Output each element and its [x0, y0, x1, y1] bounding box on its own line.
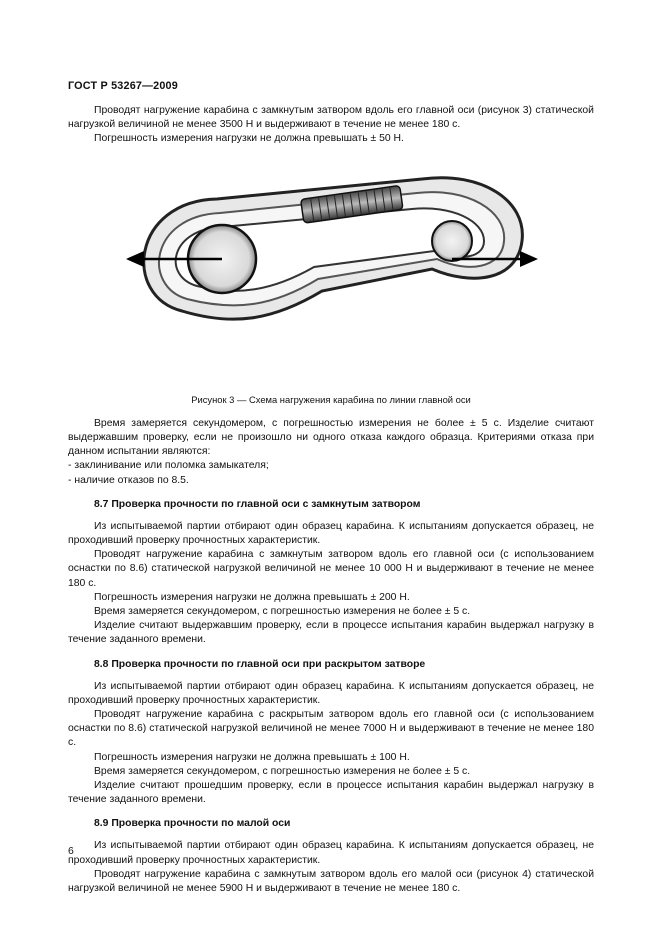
paragraph: Из испытываемой партии отбирают один образец карабина. К испытаниям допускается образец, не проходивший проверку прочностных характеристик. — [68, 680, 594, 706]
paragraph: Время замеряется секундомером, с погрешностью измерения не более ± 5 с. — [94, 606, 471, 618]
figure-caption: Рисунок 3 — Схема нагружения карабина по линии главной оси — [191, 393, 471, 405]
paragraph: Погрешность измерения нагрузки не должна превышать ± 200 Н. — [94, 591, 410, 603]
list-item: - заклинивание или поломка замыкателя; — [68, 460, 269, 472]
paragraph: Проводят нагружение карабина с замкнутым затвором вдоль его главной оси (с использованием оснастки по 8.6) статической нагрузкой величиной не менее 10 000 Н и выдерживают в течение не менее 180 с. — [68, 549, 594, 589]
paragraph: Время замеряется секундомером, с погрешностью измерения не более ± 5 с. Изделие считают выдержавшим проверку, если не произошло ни одного отказа каждого образца. Критериями отказа при данном испытании являются: — [68, 417, 594, 458]
right-load-cylinder — [432, 221, 472, 261]
paragraph: Проводят нагружение карабина с замкнутым затвором вдоль его главной оси (рисунок 3) статической нагрузкой величиной не менее 3500 Н и выдерживают в течение не менее 180 с. — [68, 105, 594, 131]
paragraph: Проводят нагружение карабина с замкнутым затвором вдоль его малой оси (рисунок 4) статической нагрузкой величиной не менее 5900 Н и выдерживают в течение не менее 180 с. — [68, 868, 594, 895]
section-heading-8-8: 8.8 Проверка прочности по главной оси при раскрытом затворе — [94, 658, 426, 670]
paragraph: Время замеряется секундомером, с погрешностью измерения не более ± 5 с. — [94, 765, 471, 777]
figure-3 — [68, 161, 594, 383]
page-content — [68, 104, 594, 896]
section-heading-8-7: 8.7 Проверка прочности по главной оси с замкнутым затвором — [94, 498, 421, 510]
list-item: - наличие отказов по 8.5. — [68, 474, 189, 486]
paragraph: Погрешность измерения нагрузки не должна превышать ± 100 Н. — [94, 751, 410, 763]
section-heading-8-9: 8.9 Проверка прочности по малой оси — [94, 818, 291, 830]
carabiner-diagram — [122, 161, 542, 371]
paragraph: Изделие считают прошедшим проверку, если в процессе испытания карабин выдержал нагрузку в течение заданного времени. — [68, 780, 594, 806]
paragraph: Проводят нагружение карабина с раскрытым затвором вдоль его главной оси (с использованием оснастки по 8.6) статической нагрузкой величиной не менее 7000 Н и выдерживают в течение не менее 180 с. — [68, 709, 594, 749]
document-header: ГОСТ Р 53267—2009 — [68, 80, 178, 92]
paragraph: Погрешность измерения нагрузки не должна превышать ± 50 Н. — [94, 133, 404, 145]
paragraph: Из испытываемой партии отбирают один образец карабина. К испытаниям допускается образец, не проходивший проверку прочностных характеристик. — [68, 520, 594, 547]
page-number: 6 — [68, 846, 74, 857]
paragraph: Изделие считают выдержавшим проверку, если в процессе испытания карабин выдержал нагрузку в течение заданного времени. — [68, 620, 594, 646]
paragraph: Из испытываемой партии отбирают один образец карабина. К испытаниям допускается образец, не проходивший проверку прочностных характеристик. — [68, 840, 594, 866]
